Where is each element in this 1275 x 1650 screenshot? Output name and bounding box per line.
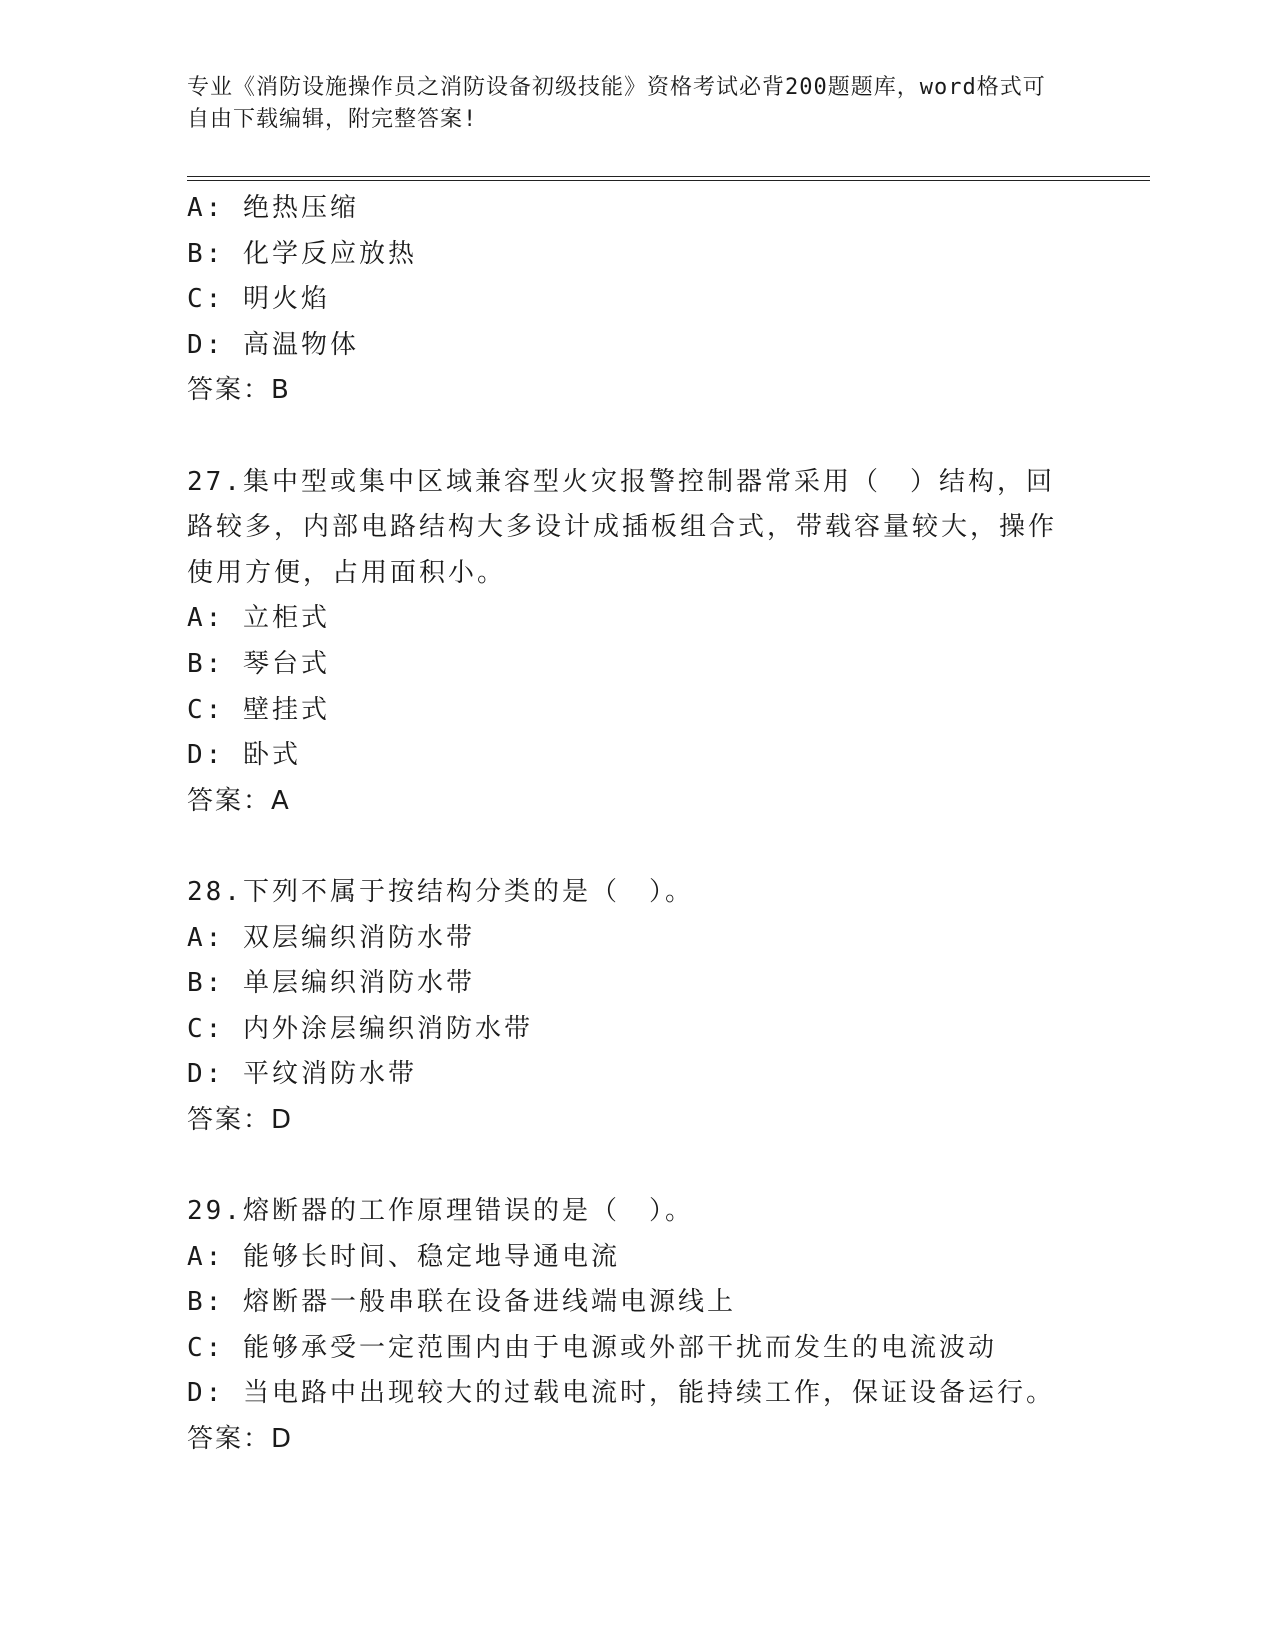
option-a: A: 立柜式: [187, 603, 330, 634]
question-text: 27.集中型或集中区域兼容型火灾报警控制器常采用（ ）结构，回路较多，内部电路结构大多设计成插板组合式，带载容量较大，操作使用方便，占用面积小。: [187, 466, 1058, 588]
option-b: B: 熔断器一般串联在设备进线端电源线上: [187, 1287, 736, 1318]
option-d: D: 当电路中出现较大的过载电流时，能持续工作，保证设备运行。: [187, 1378, 1055, 1409]
answer: 答案：D: [187, 1104, 294, 1135]
question-fragment: [187, 186, 1087, 414]
option-d: D: 平纹消防水带: [187, 1059, 417, 1090]
answer: 答案：D: [187, 1424, 294, 1455]
option-b: B: 化学反应放热: [187, 238, 417, 269]
option-a: A: 能够长时间、稳定地导通电流: [187, 1241, 620, 1272]
document-header: 专业《消防设施操作员之消防设备初级技能》资格考试必背200题题库，word格式可自由下载编辑，附完整答案!: [187, 75, 1046, 132]
question-27: [187, 460, 1087, 825]
option-d: D: 卧式: [187, 740, 301, 771]
option-a: A: 双层编织消防水带: [187, 922, 475, 953]
question-28: [187, 870, 1087, 1144]
question-text: 28.下列不属于按结构分类的是（ ）。: [187, 876, 694, 907]
header-divider: [187, 176, 1150, 181]
answer: 答案：B: [187, 375, 291, 406]
option-c: C: 壁挂式: [187, 694, 330, 725]
option-c: C: 内外涂层编织消防水带: [187, 1013, 533, 1044]
question-text: 29.熔断器的工作原理错误的是（ ）。: [187, 1196, 694, 1227]
option-b: B: 单层编织消防水带: [187, 968, 475, 999]
option-c: C: 能够承受一定范围内由于电源或外部干扰而发生的电流波动: [187, 1332, 997, 1363]
option-b: B: 琴台式: [187, 648, 330, 679]
spacer: [187, 1143, 1087, 1189]
question-29: [187, 1189, 1087, 1463]
option-c: C: 明火焰: [187, 284, 330, 315]
question-content: [187, 186, 1087, 1463]
option-d: D: 高温物体: [187, 329, 359, 360]
option-a: A: 绝热压缩: [187, 193, 359, 223]
spacer: [187, 414, 1087, 460]
answer: 答案：A: [187, 785, 291, 816]
spacer: [187, 824, 1087, 870]
